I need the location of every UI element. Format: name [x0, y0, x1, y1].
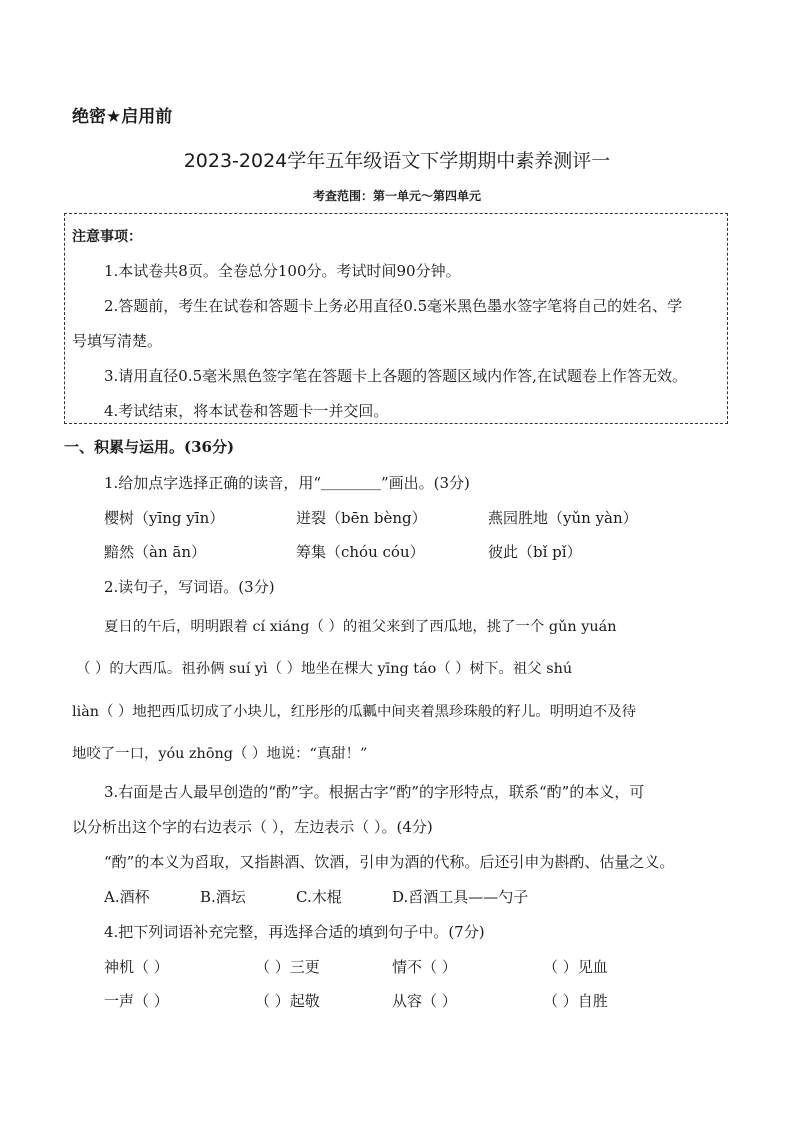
idiom-blank: 一声（ ）	[104, 992, 169, 1010]
notice-heading: 注意事项：	[72, 229, 142, 245]
idiom-blank: 神机（ ）	[104, 958, 169, 976]
pronunciation-item: 樱树（yīng yīn）	[104, 509, 225, 527]
notice-item: 1.本试卷共8页。全卷总分100分。考试时间90分钟。	[104, 262, 461, 280]
question-3-explanation: “酌”的本义为舀取，又指斟酒、饮酒，引申为酒的代称。后还引申为斟酌、估量之义。	[104, 853, 675, 871]
passage-line: 夏日的午后，明明跟着 cí xiáng（ ）的祖父来到了西瓜地，挑了一个 gǔn yuán	[104, 619, 617, 635]
idiom-blank: 从容（ ）	[392, 992, 457, 1010]
confidential-mark: 绝密★启用前	[72, 107, 173, 127]
notice-item: 号填写清楚。	[72, 332, 163, 350]
passage-line: liàn（ ）地把西瓜切成了小块儿，红彤彤的瓜瓤中间夹着黑珍珠般的籽儿。明明迫不及待	[72, 704, 637, 720]
pronunciation-item: 筹集（chóu cóu）	[296, 543, 425, 561]
idiom-blank: （ ）见血	[543, 958, 608, 976]
idiom-blank: （ ）三更	[255, 958, 320, 976]
notice-item: 3.请用直径0.5毫米黑色签字笔在答题卡上各题的答题区域内作答,在试题卷上作答无效。	[104, 367, 687, 385]
notice-box	[64, 213, 728, 424]
passage-line: （ ）的大西瓜。祖孙俩 suí yì（ ）地坐在棵大 yīng táo（ ）树下。祖父 shú	[76, 661, 573, 677]
idiom-blank: 情不（ ）	[392, 958, 457, 976]
notice-item: 2.答题前，考生在试卷和答题卡上务必用直径0.5毫米黑色墨水签字笔将自己的姓名、学	[104, 297, 683, 315]
pronunciation-item: 彼此（bǐ pǐ）	[488, 543, 582, 561]
option-d: D.舀酒工具——勺子	[392, 888, 529, 906]
pronunciation-item: 黯然（àn ān）	[104, 543, 206, 561]
question-1-stem: 1.给加点字选择正确的读音，用“＿＿＿＿”画出。(3分)	[104, 474, 470, 492]
exam-title: 2023-2024学年五年级语文下学期期中素养测评一	[183, 150, 611, 172]
idiom-blank: （ ）自胜	[543, 992, 608, 1010]
section-title: 一、积累与运用。(36分)	[64, 438, 235, 456]
notice-item: 4.考试结束，将本试卷和答题卡一并交回。	[104, 402, 389, 420]
option-a: A.酒杯	[104, 888, 150, 906]
exam-scope: 考查范围：第一单元～第四单元	[312, 189, 481, 203]
option-b: B.酒坛	[200, 888, 246, 906]
option-c: C.木棍	[296, 888, 342, 906]
question-3-line: 3.右面是古人最早创造的“酌”字。根据古字“酌”的字形特点，联系“酌”的本义，可	[104, 783, 645, 801]
pronunciation-item: 迸裂（bēn bèng）	[296, 509, 427, 527]
passage-line: 地咬了一口，yóu zhōng（ ）地说：“真甜！”	[72, 746, 368, 762]
question-4-stem: 4.把下列词语补充完整，再选择合适的填到句子中。(7分)	[104, 923, 485, 941]
question-2-stem: 2.读句子，写词语。(3分)	[104, 578, 275, 596]
idiom-blank: （ ）起敬	[255, 992, 320, 1010]
question-3-line: 以分析出这个字的右边表示（ ），左边表示（ ）。(4分)	[72, 818, 433, 836]
pronunciation-item: 燕园胜地（yǔn yàn）	[488, 509, 638, 527]
